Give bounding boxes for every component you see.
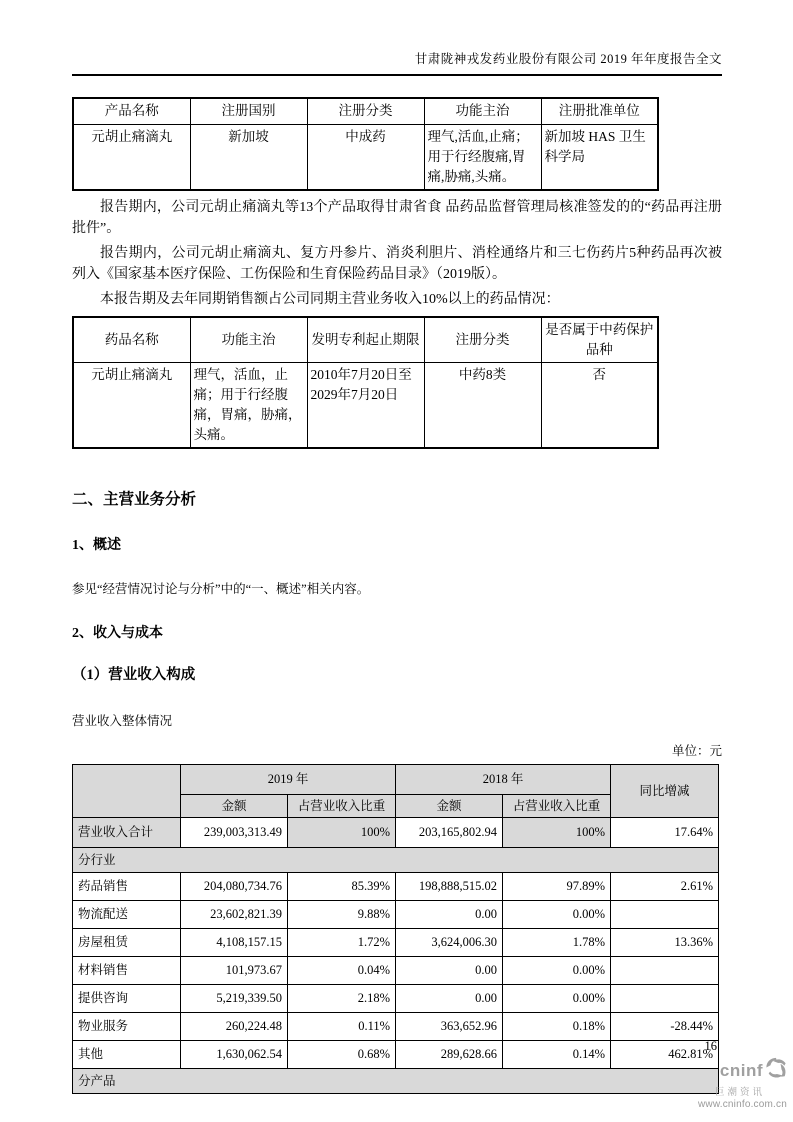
col-header: 注册分类 [307,98,424,124]
amount-2018-cell: 363,652.96 [396,1012,503,1040]
category-cell: 中成药 [307,124,424,190]
yoy-cell [611,984,719,1012]
amount-2019-cell: 204,080,734.76 [181,872,288,900]
amount-2019-cell: 23,602,821.39 [181,900,288,928]
yoy-header: 同比增减 [611,764,719,817]
table-row [73,362,658,448]
col-header: 注册分类 [424,317,541,363]
pct-2019-cell: 100% [288,817,396,847]
table-section-row [73,1068,719,1093]
pct-2018-cell: 0.14% [503,1040,611,1068]
amount-header: 金额 [181,794,288,817]
table-row [73,928,719,956]
pct-2019-cell: 1.72% [288,928,396,956]
pct-2019-cell: 9.88% [288,900,396,928]
col-header: 注册批准单位 [541,98,658,124]
amount-2019-cell: 4,108,157.15 [181,928,288,956]
pct-2019-cell: 0.04% [288,956,396,984]
patent-term-cell: 2010年7月20日至2029年7月20日 [307,362,424,448]
major-drug-table [72,316,659,449]
row-label: 提供咨询 [73,984,181,1012]
pct-header: 占营业收入比重 [503,794,611,817]
row-label: 药品销售 [73,872,181,900]
page-number: 16 [704,1039,717,1053]
cninfo-logo [698,1057,787,1110]
category-cell: 中药8类 [424,362,541,448]
protected-cell: 否 [541,362,658,448]
table-header-row [73,764,719,794]
table-row [73,1040,719,1068]
col-header: 功能主治 [424,98,541,124]
cninfo-swirl-icon [765,1057,787,1084]
col-header: 发明专利起止期限 [307,317,424,363]
table-header-row [73,317,658,363]
report-title: 甘肃陇神戎发药业股份有限公司 2019 年年度报告全文 [414,52,722,66]
pct-2018-cell: 97.89% [503,872,611,900]
yoy-cell [611,956,719,984]
amount-2019-cell: 101,973.67 [181,956,288,984]
yoy-cell: 17.64% [611,817,719,847]
pct-2018-cell: 0.00% [503,984,611,1012]
table-header-row [73,98,658,124]
pct-2019-cell: 2.18% [288,984,396,1012]
approver-cell: 新加坡 HAS 卫生科学局 [541,124,658,190]
year-2018-header: 2018 年 [396,764,611,794]
revenue-table-caption: 营业收入整体情况 [72,713,173,728]
pct-2019-cell: 0.68% [288,1040,396,1068]
amount-2018-cell: 203,165,802.94 [396,817,503,847]
unit-label: 单位：元 [671,743,722,758]
amount-2018-cell: 3,624,006.30 [396,928,503,956]
row-label: 材料销售 [73,956,181,984]
yoy-cell: 13.36% [611,928,719,956]
amount-2018-cell: 0.00 [396,984,503,1012]
amount-2018-cell: 289,628.66 [396,1040,503,1068]
amount-2019-cell: 5,219,339.50 [181,984,288,1012]
table-row [73,124,658,190]
cninfo-brand-text: cninf [719,1060,763,1080]
overview-reference-text: 参见“经营情况讨论与分析”中的“一、概述”相关内容。 [72,581,370,596]
row-label: 房屋租赁 [73,928,181,956]
section-label: 分行业 [73,847,719,872]
section-label: 分产品 [73,1068,719,1093]
amount-2019-cell: 239,003,313.49 [181,817,288,847]
row-label: 营业收入合计 [73,817,181,847]
amount-2018-cell: 0.00 [396,956,503,984]
paragraph-catalog: 报告期内，公司元胡止痛滴丸、复方丹参片、消炎利胆片、消栓通络片和三七伤药片5种药品再次被列入《国家基本医疗保险、工伤保险和生育保险药品目录》（2019版）。 [72,246,722,282]
col-header: 功能主治 [190,317,307,363]
indication-cell: 理气，活血，止痛；用于行经腹痛，胃痛，胁痛，头痛。 [190,362,307,448]
row-label: 其他 [73,1040,181,1068]
row-label: 物业服务 [73,1012,181,1040]
amount-2019-cell: 1,630,062.54 [181,1040,288,1068]
table-row [73,872,719,900]
amount-header: 金额 [396,794,503,817]
amount-2018-cell: 0.00 [396,900,503,928]
col-header: 注册国别 [190,98,307,124]
subsection-overview: 1、概述 [72,537,121,553]
amount-2018-cell: 198,888,515.02 [396,872,503,900]
yoy-cell [611,900,719,928]
pct-2019-cell: 85.39% [288,872,396,900]
empty-header-cell [73,764,181,817]
product-registration-table [72,97,659,191]
yoy-cell: 2.61% [611,872,719,900]
paragraph-reregistration: 报告期内，公司元胡止痛滴丸等13个产品取得甘肃省食 品药品监督管理局核准签发的的“药品再注册批件”。 [72,200,722,236]
col-header: 产品名称 [73,98,190,124]
pct-2018-cell: 0.18% [503,1012,611,1040]
drug-name-cell: 元胡止痛滴丸 [73,362,190,448]
col-header: 是否属于中药保护品种 [541,317,658,363]
yoy-cell: -28.44% [611,1012,719,1040]
table-row [73,984,719,1012]
pct-2019-cell: 0.11% [288,1012,396,1040]
paragraph-drug-intro: 本报告期及去年同期销售额占公司同期主营业务收入10%以上的药品情况： [100,292,560,307]
running-header [72,0,722,76]
pct-2018-cell: 1.78% [503,928,611,956]
yoy-cell: 462.81% [611,1040,719,1068]
revenue-composition-table [72,764,719,1094]
table-row [73,956,719,984]
pct-2018-cell: 100% [503,817,611,847]
cninfo-subtitle: 巨潮资讯 [714,1087,765,1098]
table-section-row [73,847,719,872]
table-row [73,1012,719,1040]
pct-2018-cell: 0.00% [503,956,611,984]
product-name-cell: 元胡止痛滴丸 [73,124,190,190]
pct-2018-cell: 0.00% [503,900,611,928]
cninfo-url: www.cninfo.com.cn [698,1099,787,1110]
indication-cell: 理气,活血,止痛；用于行经腹痛,胃痛,胁痛,头痛。 [424,124,541,190]
year-2019-header: 2019 年 [181,764,396,794]
amount-2019-cell: 260,224.48 [181,1012,288,1040]
section-heading-main-business: 二、主营业务分析 [72,490,197,508]
subsection-revenue-composition: （1）营业收入构成 [72,666,196,683]
country-cell: 新加坡 [190,124,307,190]
subsection-income-cost: 2、收入与成本 [72,625,163,641]
pct-header: 占营业收入比重 [288,794,396,817]
table-row-total [73,817,719,847]
table-row [73,900,719,928]
col-header: 药品名称 [73,317,190,363]
row-label: 物流配送 [73,900,181,928]
